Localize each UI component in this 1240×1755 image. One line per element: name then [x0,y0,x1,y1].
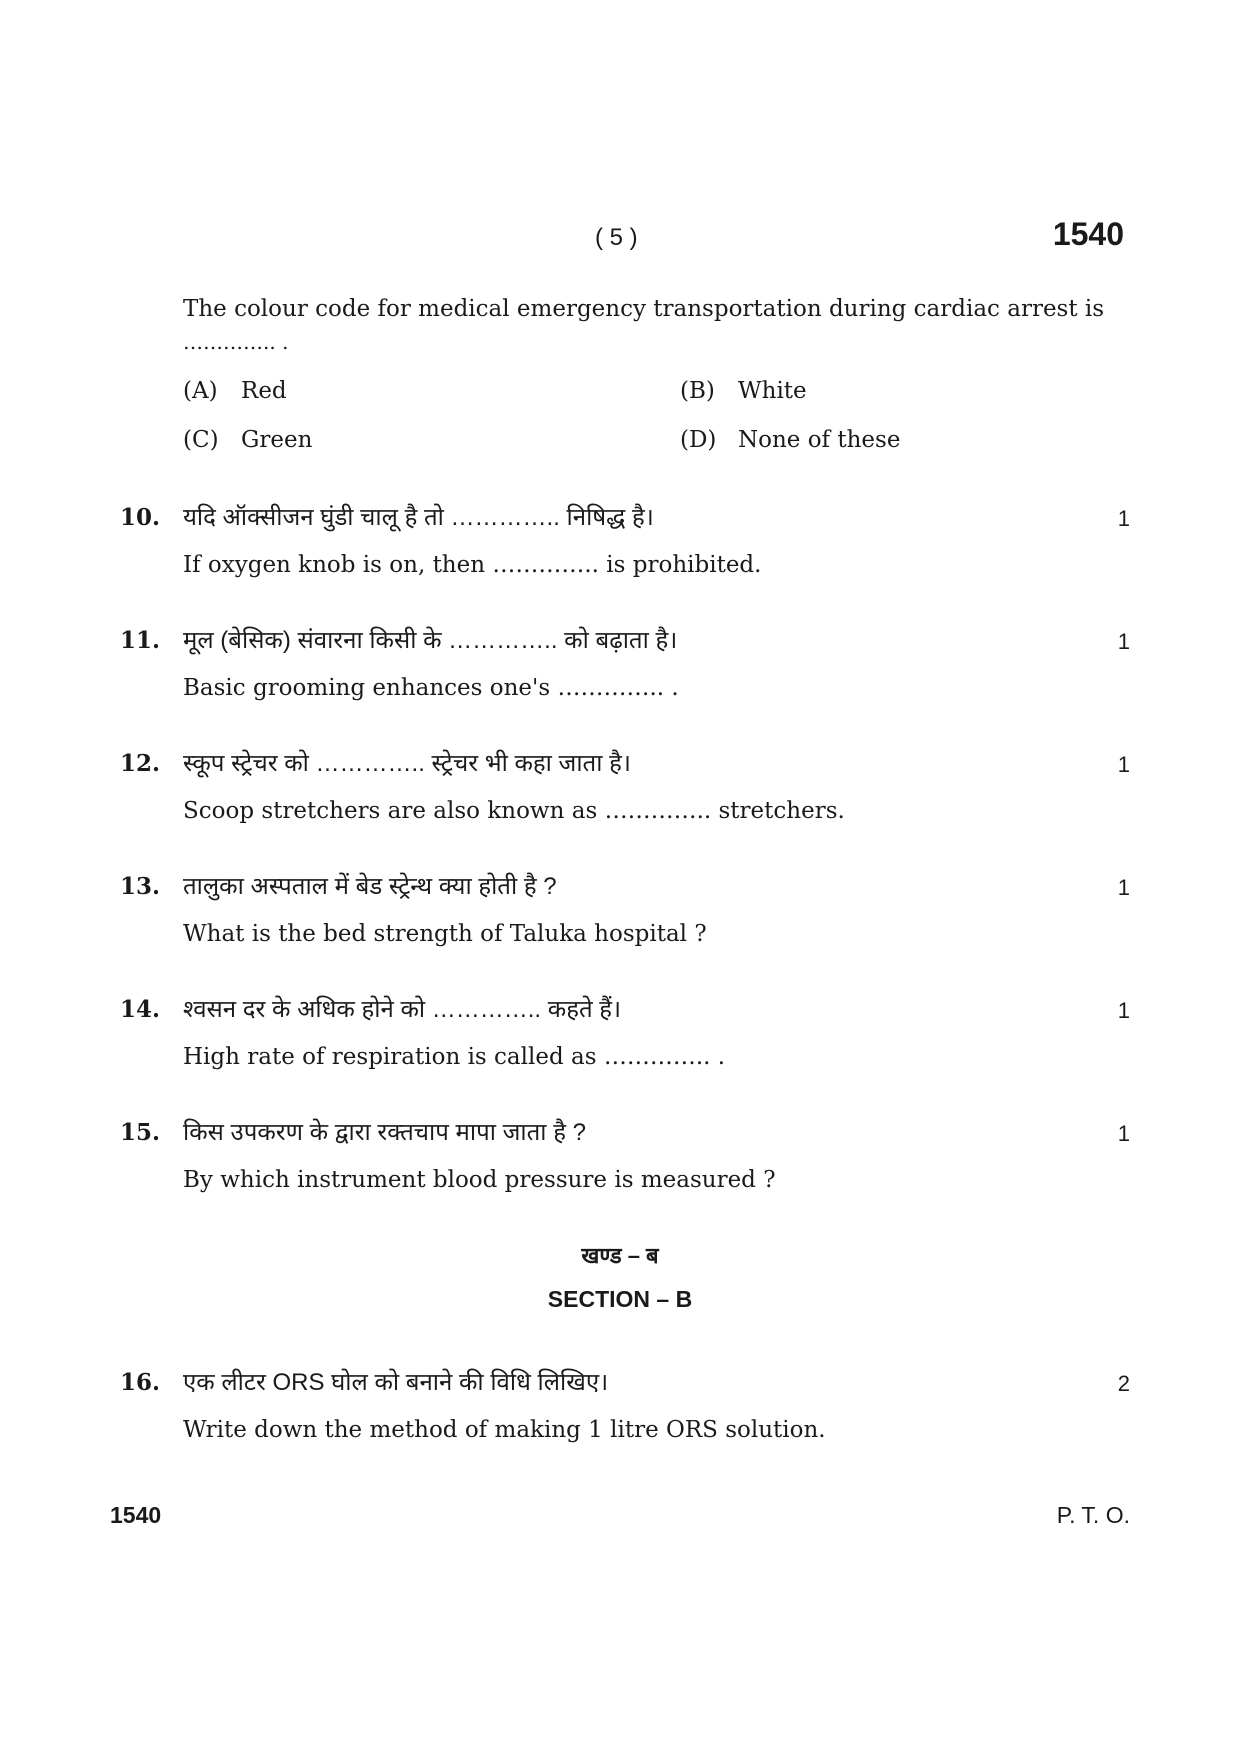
paper-code-header: 1540 [1052,216,1124,252]
question-marks: 1 [1117,875,1130,900]
question-hindi: यदि ऑक्सीजन घुंडी चालू है तो ………….. निषिद्ध है। [183,504,654,531]
question-english: What is the bed strength of Taluka hospital ? [183,921,707,947]
option-c [183,427,312,453]
option-c-text: Green [241,427,313,453]
question-hindi: तालुका अस्पताल में बेड स्ट्रेन्थ क्या होती है ? [183,873,557,900]
pto-label: P. T. O. [1056,1502,1130,1528]
question-marks: 1 [1117,998,1130,1023]
option-d-label: (D) [680,427,717,453]
page-number: ( 5 ) [595,224,638,251]
question-hindi: एक लीटर ORS घोल को बनाने की विधि लिखिए। [183,1369,609,1396]
option-a [183,378,287,404]
question-english: Basic grooming enhances one's ………….. . [183,675,679,701]
question-hindi: किस उपकरण के द्वारा रक्तचाप मापा जाता है ? [183,1119,586,1146]
question-number: 14. [120,996,161,1023]
question-english: Scoop stretchers are also known as ………….. stretchers. [183,798,845,824]
question-9-stem: The colour code for medical emergency transportation during cardiac arrest is [183,296,1105,322]
paper-code-footer: 1540 [110,1502,162,1528]
option-b [680,378,807,404]
question-number: 15. [120,1119,161,1146]
question-marks: 1 [1117,752,1130,777]
question-marks: 1 [1117,506,1130,531]
question-english: If oxygen knob is on, then ………….. is prohibited. [183,552,762,578]
question-english: Write down the method of making 1 litre ORS solution. [183,1417,826,1443]
question-hindi: श्वसन दर के अधिक होने को ………….. कहते हैं। [183,996,622,1023]
option-a-text: Red [241,378,287,404]
option-b-label: (B) [680,378,715,404]
question-9-blank: ………….. . [183,330,289,354]
question-hindi: मूल (बेसिक) संवारना किसी के ………….. को बढ़ाता है। [183,627,678,654]
question-number: 12. [120,750,161,777]
question-english: High rate of respiration is called as ………….. . [183,1044,726,1070]
question-marks: 2 [1117,1371,1130,1396]
question-number: 11. [120,627,161,654]
section-heading: SECTION – B [547,1286,693,1312]
option-d-text: None of these [738,427,901,453]
option-a-label: (A) [183,378,218,404]
question-number: 13. [120,873,161,900]
option-d [680,427,900,453]
option-c-label: (C) [183,427,219,453]
option-b-text: White [738,378,807,404]
question-number: 10. [120,504,161,531]
question-english: By which instrument blood pressure is measured ? [183,1167,776,1193]
question-hindi: स्कूप स्ट्रेचर को ………….. स्ट्रेचर भी कहा जाता है। [183,750,631,777]
question-marks: 1 [1117,629,1130,654]
question-marks: 1 [1117,1121,1130,1146]
section-heading-hindi: खण्ड – ब [581,1243,659,1268]
question-number: 16. [120,1369,161,1396]
